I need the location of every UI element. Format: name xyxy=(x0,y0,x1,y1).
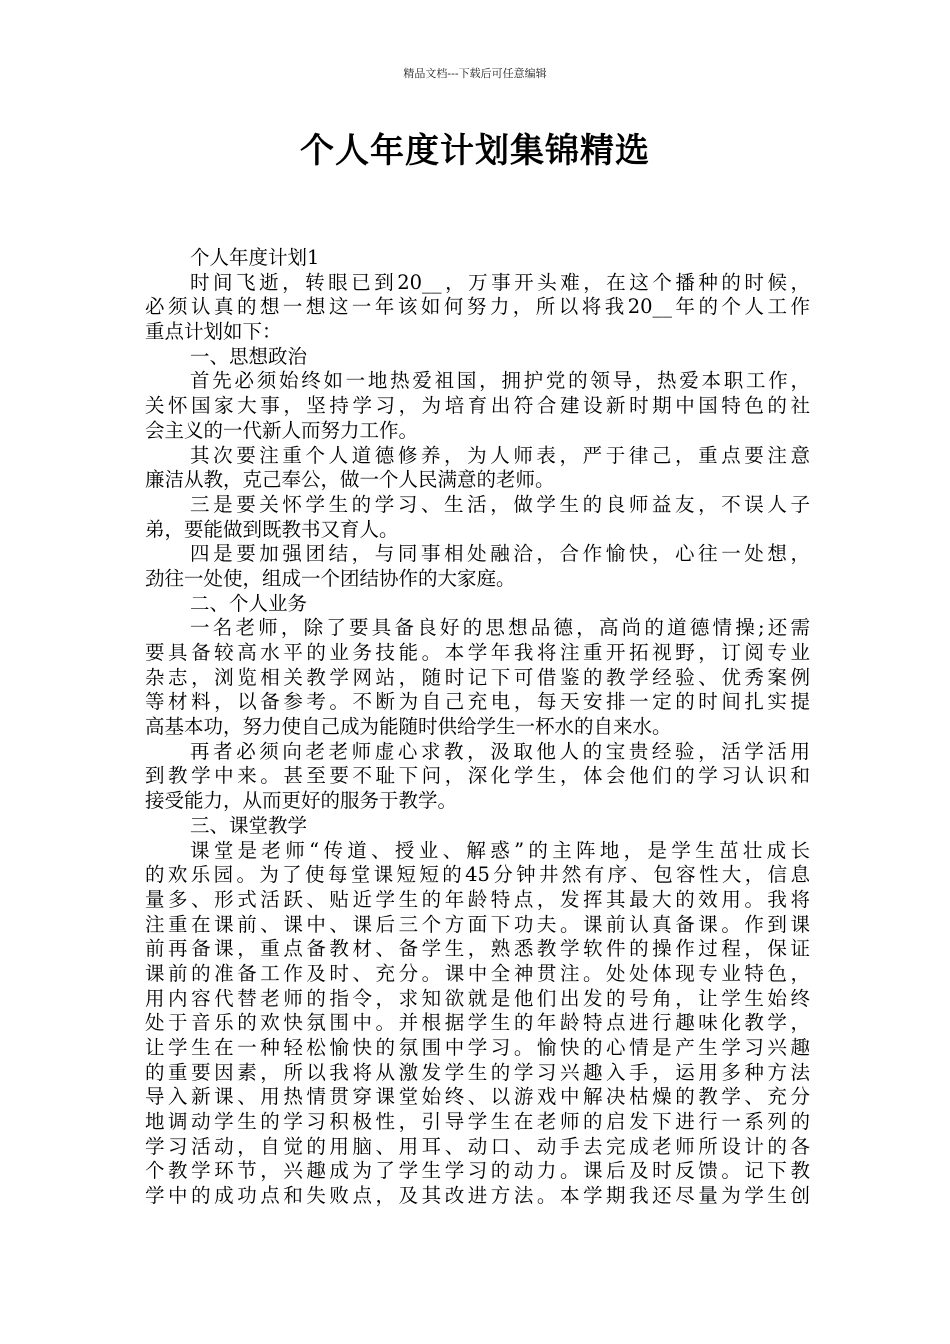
text-line: 处于音乐的欢快氛围中。并根据学生的年龄特点进行趣味化教学， xyxy=(145,1011,810,1035)
text-line: 重点计划如下： xyxy=(145,320,282,344)
text-line: 高基本功，努力使自己成为能随时供给学生一杯水的自来水。 xyxy=(145,715,672,739)
text-line: 导入新课、用热情贯穿课堂始终、以游戏中解决枯燥的教学、充分 xyxy=(145,1085,810,1109)
header-note: 精品文档---下载后可任意编辑 xyxy=(403,67,547,80)
text-line: 二、个人业务 xyxy=(190,591,308,615)
text-line: 课堂是老师“传道、授业、解惑”的主阵地，是学生茁壮成长 xyxy=(190,838,810,862)
text-line: 用内容代替老师的指令，求知欲就是他们出发的号角，让学生始终 xyxy=(145,986,810,1010)
text-line: 一名老师，除了要具备良好的思想品德，高尚的道德情操;还需 xyxy=(190,616,810,640)
text-line: 注重在课前、课中、课后三个方面下功夫。课前认真备课。作到课 xyxy=(145,912,810,936)
text-line: 到教学中来。甚至要不耻下问，深化学生，体会他们的学习认识和 xyxy=(145,764,810,788)
text-line: 量多、形式活跃、贴近学生的年龄特点，发挥其最大的效用。我将 xyxy=(145,887,810,911)
text-line: 再者必须向老老师虚心求教，汲取他人的宝贵经验，活学活用 xyxy=(190,739,810,763)
text-line: 个人年度计划1 xyxy=(190,246,320,269)
text-line: 关怀国家大事，坚持学习，为培育出符合建设新时期中国特色的社 xyxy=(145,394,810,418)
text-line: 弟，要能做到既教书又育人。 xyxy=(145,517,399,541)
text-line: 学中的成功点和失败点，及其改进方法。本学期我还尽量为学生创 xyxy=(145,1184,810,1208)
text-line: 课前的准备工作及时、充分。课中全神贯注。处处体现专业特色， xyxy=(145,961,810,985)
text-line: 等材料，以备参考。不断为自己充电，每天安排一定的时间扎实提 xyxy=(145,690,810,714)
text-line: 首先必须始终如一地热爱祖国，拥护党的领导，热爱本职工作， xyxy=(190,369,810,393)
text-line: 必须认真的想一想这一年该如何努力，所以将我20__年的个人工作 xyxy=(145,295,810,319)
text-line: 接受能力，从而更好的服务于教学。 xyxy=(145,789,458,813)
text-line: 学习活动，自觉的用脑、用耳、动口、动手去完成老师所设计的各 xyxy=(145,1134,810,1158)
text-line: 三是要关怀学生的学习、生活，做学生的良师益友，不误人子 xyxy=(190,492,810,516)
text-line: 地调动学生的学习积极性，引导学生在老师的启发下进行一系列的 xyxy=(145,1110,810,1134)
text-line: 时间飞逝，转眼已到20__，万事开头难，在这个播种的时候， xyxy=(190,270,810,294)
document-title: 个人年度计划集锦精选 xyxy=(300,131,650,171)
text-line: 四是要加强团结，与同事相处融洽，合作愉快，心往一处想， xyxy=(190,542,810,566)
text-line: 会主义的一代新人而努力工作。 xyxy=(145,418,419,442)
text-line: 其次要注重个人道德修养，为人师表，严于律己，重点要注意 xyxy=(190,443,810,467)
text-line: 三、课堂教学 xyxy=(190,813,308,837)
text-line: 要具备较高水平的业务技能。本学年我将注重开拓视野，订阅专业 xyxy=(145,641,810,664)
text-line: 让学生在一种轻松愉快的氛围中学习。愉快的心情是产生学习兴趣 xyxy=(145,1036,810,1059)
text-line: 杂志，浏览相关教学网站，随时记下可借鉴的教学经验、优秀案例 xyxy=(145,665,810,689)
text-line: 劲往一处使，组成一个团结协作的大家庭。 xyxy=(145,566,516,590)
text-line: 的欢乐园。为了使每堂课短短的45分钟井然有序、包容性大，信息 xyxy=(145,863,810,887)
text-line: 的重要因素，所以我将从激发学生的学习兴趣入手，运用多种方法 xyxy=(145,1060,810,1084)
text-line: 前再备课，重点备教材、备学生，熟悉教学软件的操作过程，保证 xyxy=(145,937,810,961)
document-body xyxy=(145,246,810,1209)
text-line: 个教学环节，兴趣成为了学生学习的动力。课后及时反馈。记下教 xyxy=(145,1159,810,1183)
text-line: 廉洁从教，克己奉公，做一个人民满意的老师。 xyxy=(145,468,555,492)
text-line: 一、思想政治 xyxy=(190,344,308,368)
